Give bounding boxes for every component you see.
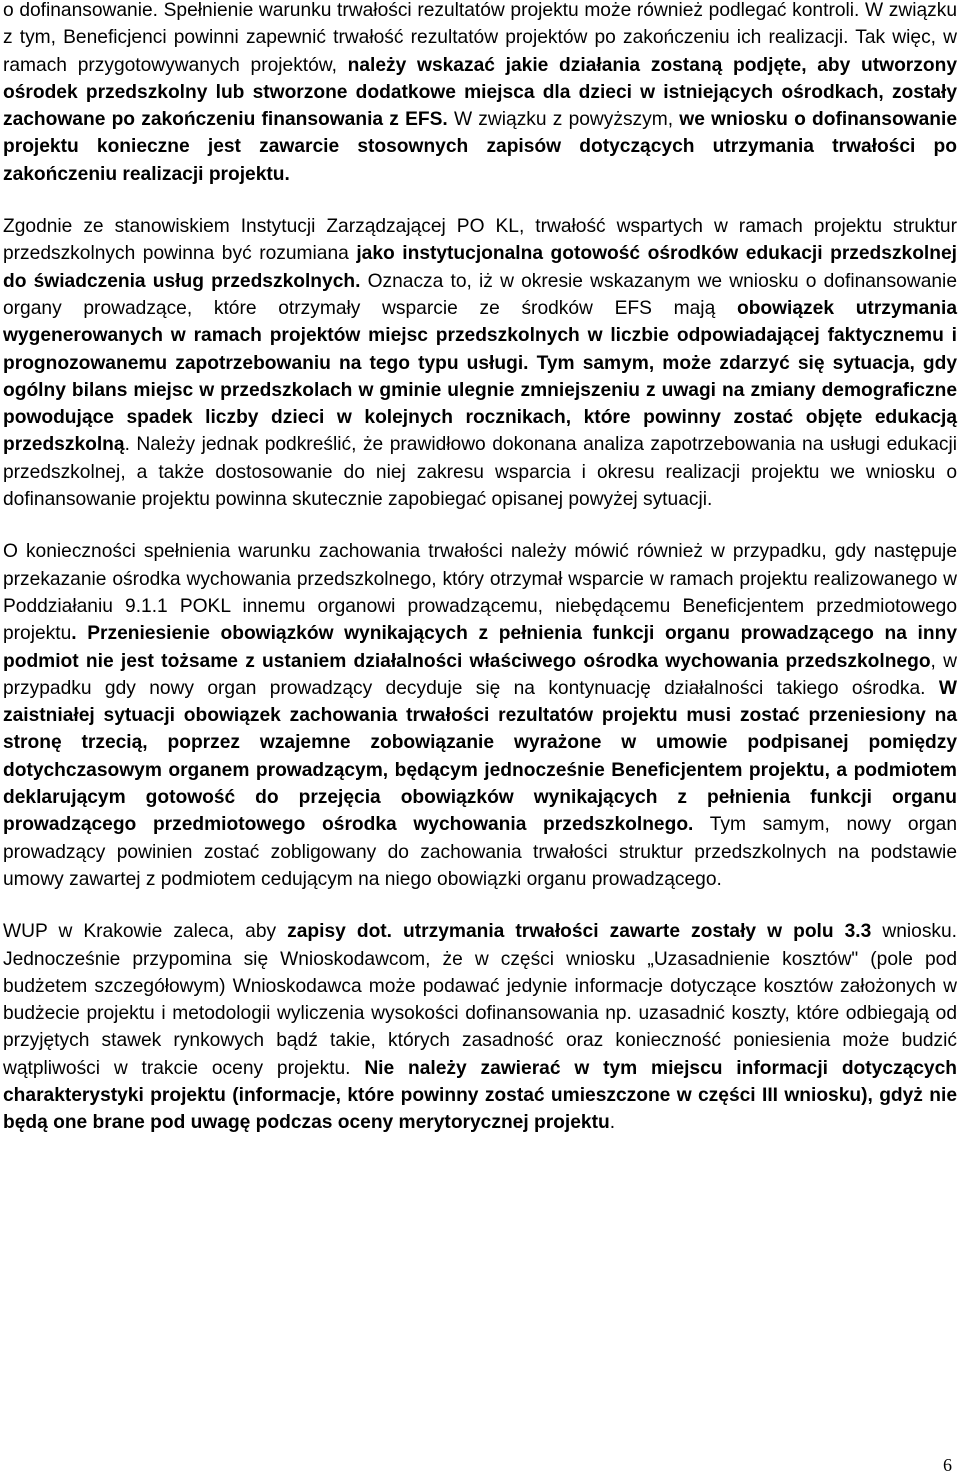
text-run: , w przypadku gdy nowy organ prowadzący decyduje się na kontynuację działalności takiego ośrodka.: [3, 650, 957, 699]
text-run: .: [609, 1112, 616, 1134]
bold-text-run: należy wskazać jakie działania zostaną podjęte, aby utworzony ośrodek przedszkolny lub stworzone dodatkowe miejsca dla dzieci w istniejących ośrodkach, zostały zachowane po zakończeniu finansowania z EFS.: [3, 54, 957, 131]
bold-text-run: Nie należy zawierać w tym miejscu informacji dotyczących charakterystyki projektu (informacje, które powinny zostać umieszczone w części III wniosku), gdyż nie będą one brane pod uwagę podczas oceny merytorycznej projektu: [3, 1057, 957, 1134]
bold-text-run: jako instytucjonalna gotowość ośrodków edukacji przedszkolnej do świadczenia usług przedszkolnych.: [3, 243, 957, 292]
paragraph-transfer-of-obligations: [3, 538, 957, 893]
bold-text-run: obowiązek utrzymania wygenerowanych w ramach projektów miejsc przedszkolnych w liczbie odpowiadającej faktycznemu i prognozowanemu zapotrzebowaniu na tego typu usługi. Tym samym, może zdarzyć się sytuacja, gdy ogólny bilans miejsc w przedszkolach w gminie ulegnie zmniejszeniu z uwagi na zmiany demograficzne powodujące spadek liczby dzieci w kolejnych rocznikach, które powinny zostać objęte edukacją przedszkolną: [3, 297, 958, 456]
text-run: WUP w Krakowie zaleca, aby: [3, 921, 288, 943]
bold-text-run: W zaistniałej sytuacji obowiązek zachowania trwałości rezultatów projektu musi zostać przeniesiony na stronę trzecią, poprzez wzajemne zobowiązanie wyrażone w umowie podpisanej pomiędzy dotychczasowym organem prowadzącym, będącym jednocześnie Beneficjentem projektu, a podmiotem deklarującym gotowość do przejęcia obowiązków wynikających z pełnienia funkcji organu prowadzącego przedmiotowego ośrodka wychowania przedszkolnego.: [3, 677, 957, 836]
paragraph-iz-position: [3, 213, 957, 513]
paragraph-wup-recommendation: [3, 918, 957, 1136]
bold-text-run: . Przeniesienie obowiązków wynikających z pełnienia funkcji organu prowadzącego na inny podmiot nie jest tożsame z ustaniem działalności właściwego ośrodka wychowania przedszkolnego: [3, 623, 957, 672]
paragraph-sustainability-intro: [3, 0, 957, 188]
page-number: 6: [943, 1455, 952, 1475]
bold-text-run: zapisy dot. utrzymania trwałości zawarte zostały w polu 3.3: [287, 921, 872, 943]
text-run: W związku z powyższym,: [447, 109, 680, 131]
document-page: [3, 0, 957, 1162]
text-run: Tym samym, nowy organ prowadzący powinien zostać zobligowany do zachowania trwałości struktur przedszkolnych na podstawie umowy zawartej z podmiotem cedującym na niego obowiązki organu prowadzącego.: [3, 814, 957, 890]
bold-text-run: we wniosku o dofinansowanie projektu konieczne jest zawarcie stosownych zapisów dotyczących utrzymania trwałości po zakończeniu realizacji projektu.: [3, 109, 957, 185]
text-run: o dofinansowanie. Spełnienie warunku trwałości rezultatów projektu może również podlegać kontroli. W związku z tym, Beneficjenci powinni zapewnić trwałość rezultatów projektów po zakończeniu ich realizacji. Tak więc, w ramach przygotowywanych projektów,: [3, 0, 957, 76]
text-run: O konieczności spełnienia warunku zachowania trwałości należy mówić również w przypadku, gdy następuje przekazanie ośrodka wychowania przedszkolnego, który otrzymał wsparcie w ramach projektu realizowanego w Poddziałaniu 9.1.1 POKL innemu organowi prowadzącemu, niebędącemu Beneficjentem przedmiotowego projektu: [3, 541, 957, 645]
text-run: Zgodnie ze stanowiskiem Instytucji Zarządzającej PO KL, trwałość wspartych w ramach projektu struktur przedszkolnych powinna być rozumiana: [3, 216, 957, 265]
text-run: Oznacza to, iż w okresie wskazanym we wniosku o dofinansowanie organy prowadzące, które otrzymały wsparcie ze środków EFS mają: [3, 270, 957, 319]
text-run: . Należy jednak podkreślić, że prawidłowo dokonana analiza zapotrzebowania na usługi edukacji przedszkolnej, a także dostosowanie do niej zakresu wsparcia i okresu realizacji projektu we wniosku o dofinansowanie projektu powinna skutecznie zapobiegać opisanej powyżej sytuacji.: [3, 434, 957, 511]
text-run: wniosku. Jednocześnie przypomina się Wnioskodawcom, że w części wniosku „Uzasadnienie kosztów" (pole pod budżetem szczegółowym) Wnioskodawca może podawać jedynie informacje dotyczące kosztów założonych w budżecie projektu i metodologii wyliczenia wysokości dofinansowania np. uzasadnić koszty, które odbiegają od przyjętych stawek rynkowych bądź takie, których zasadność oraz konieczność poniesienia może budzić wątpliwości w trakcie oceny projektu.: [3, 921, 958, 1079]
